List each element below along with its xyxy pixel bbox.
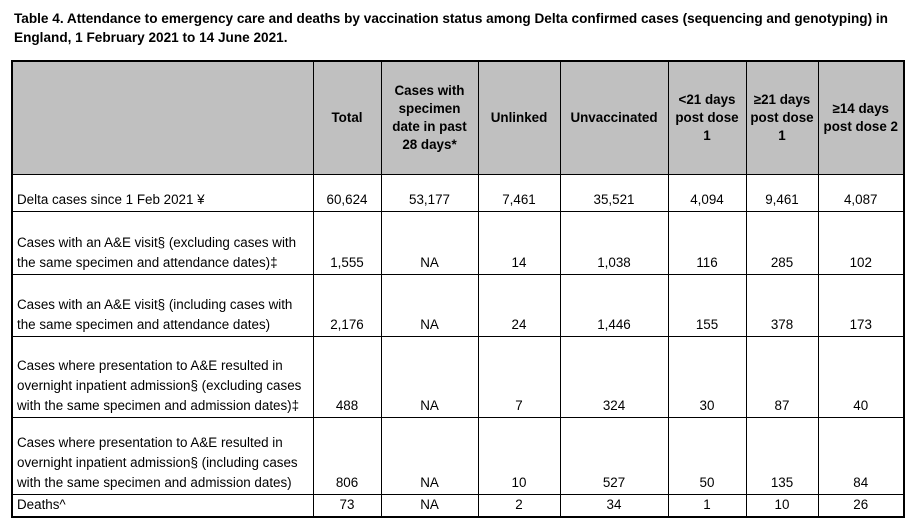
corner-header — [12, 61, 313, 174]
table-cell: 378 — [746, 274, 818, 336]
table-cell: NA — [381, 417, 478, 494]
row-label: Cases with an A&E visit§ (including cases with the same specimen and attendance dates) — [12, 274, 313, 336]
table-cell: 87 — [746, 336, 818, 417]
table-cell: 2,176 — [313, 274, 381, 336]
table-cell: 10 — [746, 494, 818, 517]
table-cell: 84 — [818, 417, 904, 494]
table-cell: 4,094 — [668, 174, 746, 211]
column-header: Cases with specimen date in past 28 days* — [381, 61, 478, 174]
table-cell: 40 — [818, 336, 904, 417]
table-body — [12, 174, 904, 517]
table-cell: NA — [381, 274, 478, 336]
table-cell: 4,087 — [818, 174, 904, 211]
table-row — [12, 174, 904, 211]
table-cell: 285 — [746, 211, 818, 274]
table-cell: 1,446 — [560, 274, 668, 336]
row-label: Cases with an A&E visit§ (excluding cases with the same specimen and attendance dates)‡ — [12, 211, 313, 274]
table-cell: 1,555 — [313, 211, 381, 274]
table-cell: 116 — [668, 211, 746, 274]
table-cell: 35,521 — [560, 174, 668, 211]
table-cell: 2 — [478, 494, 560, 517]
column-header: Unvaccinated — [560, 61, 668, 174]
table-row — [12, 211, 904, 274]
attendance-table — [11, 60, 905, 518]
table-cell: 26 — [818, 494, 904, 517]
column-header: ≥14 days post dose 2 — [818, 61, 904, 174]
row-label: Cases where presentation to A&E resulted in overnight inpatient admission§ (excluding cases with the same specimen and admission dates)‡ — [12, 336, 313, 417]
table-row — [12, 494, 904, 517]
table-cell: 9,461 — [746, 174, 818, 211]
table-cell: 324 — [560, 336, 668, 417]
table-cell: 7 — [478, 336, 560, 417]
table-cell: NA — [381, 494, 478, 517]
table-cell: 173 — [818, 274, 904, 336]
table-cell: 14 — [478, 211, 560, 274]
row-label: Delta cases since 1 Feb 2021 ¥ — [12, 174, 313, 211]
table-row — [12, 274, 904, 336]
table-cell: 60,624 — [313, 174, 381, 211]
table-cell: 135 — [746, 417, 818, 494]
table-cell: 527 — [560, 417, 668, 494]
column-header: Total — [313, 61, 381, 174]
table-row — [12, 336, 904, 417]
table-cell: 73 — [313, 494, 381, 517]
table-cell: 488 — [313, 336, 381, 417]
table-cell: 10 — [478, 417, 560, 494]
row-label: Deaths^ — [12, 494, 313, 517]
table-cell: 1,038 — [560, 211, 668, 274]
header-row — [12, 61, 904, 174]
table-cell: NA — [381, 211, 478, 274]
table-cell: 155 — [668, 274, 746, 336]
column-header: ≥21 days post dose 1 — [746, 61, 818, 174]
table-cell: 34 — [560, 494, 668, 517]
table-cell: 102 — [818, 211, 904, 274]
table-cell: 7,461 — [478, 174, 560, 211]
table-cell: 1 — [668, 494, 746, 517]
table-title: Table 4. Attendance to emergency care and deaths by vaccination status among Delta confirmed cases (sequencing and genotyping) in England, 1 February 2021 to 14 June 2021. — [14, 11, 888, 45]
table-cell: 806 — [313, 417, 381, 494]
table-cell: 24 — [478, 274, 560, 336]
table-row — [12, 417, 904, 494]
column-header: Unlinked — [478, 61, 560, 174]
table-cell: 53,177 — [381, 174, 478, 211]
column-header: <21 days post dose 1 — [668, 61, 746, 174]
table-cell: NA — [381, 336, 478, 417]
table-cell: 30 — [668, 336, 746, 417]
row-label: Cases where presentation to A&E resulted in overnight inpatient admission§ (including cases with the same specimen and admission dates) — [12, 417, 313, 494]
table-cell: 50 — [668, 417, 746, 494]
